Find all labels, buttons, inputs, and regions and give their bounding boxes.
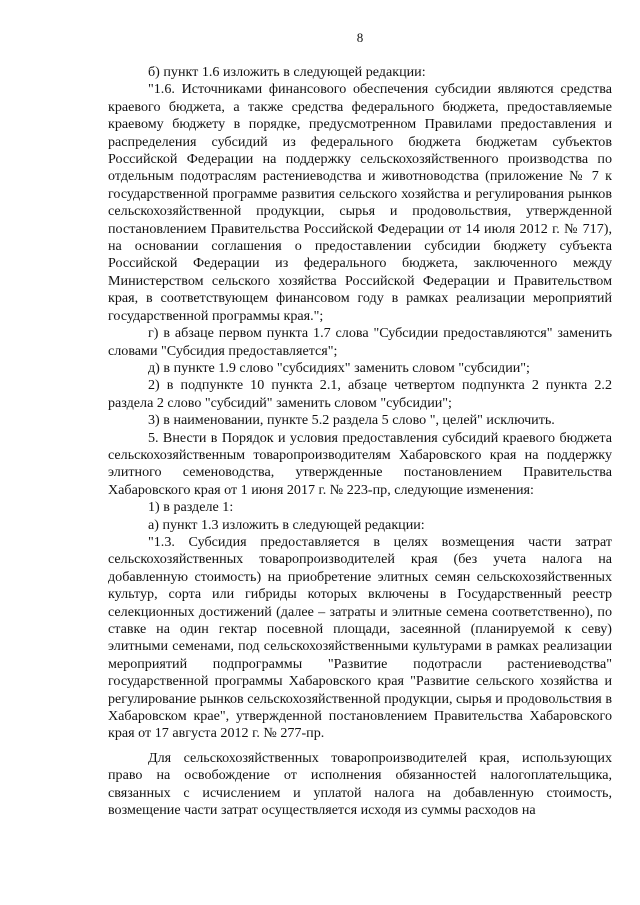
paragraph-item-a: а) пункт 1.3 изложить в следующей редакции: <box>148 516 425 533</box>
paragraph-item-5: 5. Внести в Порядок и условия предоставления субсидий краевого бюджета сельскохозяйственным товаропроизводителям Хабаровского края на поддержку элитного семеноводства, утвержденные постановлением Правительства Хабаровского края от 1 июня 2017 г. № 223-пр, следующие изменения: <box>108 429 612 498</box>
paragraph-item-d: д) в пункте 1.9 слово "субсидиях" заменить словом "субсидии"; <box>148 359 530 376</box>
paragraph-quote-1-6: "1.6. Источниками финансового обеспечения субсидии являются средства краевого бюджета, а также средства федерального бюджета, предоставляемые краевому бюджету в порядке, предусмотренном Правилами предоставления и распределения субсидий из федерального бюджета бюджетам субъектов Российской Федерации на поддержку сельскохозяйственного производства по отдельным подотраслям растениеводства и животноводства (приложение № 7 к государственной программе развития сельского хозяйства и регулирования рынков сельскохозяйственной продукции, сырья и продовольствия, утвержденной постановлением Правительства Российской Федерации от 14 июля 2012 г. № 717), на основании соглашения о предоставлении субсидии бюджету субъекта Российской Федерации из федерального бюджета, заключенного между Министерством сельского хозяйства Российской Федерации и Правительством края, в соответствующем финансовом году в рамках реализации мероприятий государственной программы края."; <box>108 81 612 324</box>
paragraph-vat-exemption: Для сельскохозяйственных товаропроизводителей края, использующих право на освобождение от исполнения обязанностей налогоплательщика, связанных с исчислением и уплатой налога на добавленную стоимость, возмещение части затрат осуществляется исходя из суммы расходов на <box>108 749 612 819</box>
document-body <box>108 64 612 819</box>
paragraph-item-3: 3) в наименовании, пункте 5.2 раздела 5 слово ", целей" исключить. <box>148 412 555 429</box>
page-number: 8 <box>356 30 364 45</box>
paragraph-item-1: 1) в разделе 1: <box>148 499 234 516</box>
paragraph-item-b: б) пункт 1.6 изложить в следующей редакции: <box>148 64 426 80</box>
paragraph-item-2: 2) в подпункте 10 пункта 2.1, абзаце четвертом подпункта 2 пункта 2.2 раздела 2 слово "субсидий" заменить словом "субсидии"; <box>108 377 612 411</box>
paragraph-item-g: г) в абзаце первом пункта 1.7 слова "Субсидии предоставляются" заменить словами "Субсидия предоставляется"; <box>108 325 612 359</box>
paragraph-quote-1-3: "1.3. Субсидия предоставляется в целях возмещения части затрат сельскохозяйственных товаропроизводителей края (без учета налога на добавленную стоимость) на приобретение элитных семян сельскохозяйственных культур, сорта или гибриды которых включены в Государственный реестр селекционных достижений (далее – затраты и элитные семена соответственно), по ставке на один гектар посевной площади, засеянной (планируемой к севу) элитными семенами, под сельскохозяйственными культурами в рамках реализации мероприятий подпрограммы "Развитие подотрасли растениеводства" государственной программы Хабаровского края "Развитие сельского хозяйства и регулирование рынков сельскохозяйственной продукции, сырья и продовольствия в Хабаровском крае", утвержденной постановлением Правительства Хабаровского края от 17 августа 2012 г. № 277-пр. <box>108 533 612 742</box>
